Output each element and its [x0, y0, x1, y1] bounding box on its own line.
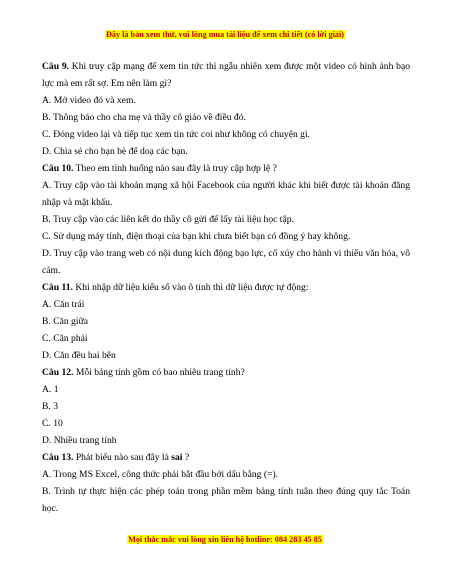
preview-notice-text: Đây là bản xem thử, vui lòng mua tài liệu để xem chi tiết (có lời giải): [105, 30, 344, 39]
question-9-option-a: A. Mở video đó và xem.: [42, 95, 136, 106]
question-9: [42, 58, 410, 92]
question-11-option-a: A. Căn trái: [42, 299, 85, 310]
question-13-emphasis: sai: [171, 452, 183, 463]
question-12-option-d: D. Nhiều trang tính: [42, 435, 117, 446]
question-12: [42, 364, 410, 381]
question-10-option-d: D. Truy cập vào trang web có nội dung kích động bạo lực, cổ xúy cho hành vi thiếu văn hóa, vô cảm.: [42, 248, 410, 276]
question-10-option-c: C. Sử dụng máy tính, điện thoại của bạn khi chưa biết bạn có đồng ý hay không.: [42, 231, 351, 242]
question-11-option-c: C. Căn phải: [42, 333, 88, 344]
question-12-label: Câu 12.: [42, 367, 74, 378]
question-list: [42, 58, 410, 517]
hotline-notice-banner: [0, 535, 450, 544]
preview-notice-banner: [0, 30, 450, 39]
question-12-option-c: C. 10: [42, 418, 63, 429]
question-13-text: Phát biểu nào sau đây là: [73, 452, 172, 463]
question-13-label: Câu 13.: [42, 452, 74, 463]
question-10: [42, 160, 410, 177]
question-9-text: Khi truy cập mạng để xem tin tức thì ngẫu nhiên xem được một video có hình ảnh bạo lực mà em rất sợ. Em nên làm gì?: [42, 61, 410, 89]
question-11-option-b: B. Căn giữa: [42, 316, 88, 327]
hotline-notice-text: Mọi thắc mắc vui lòng xin liên hệ hotline: 084 283 45 85: [128, 535, 322, 544]
question-12-text: Mỗi bảng tính gồm có bao nhiêu trang tính?: [73, 367, 245, 378]
question-11: [42, 279, 410, 296]
question-9-option-c: C. Đóng video lại và tiếp tục xem tin tức coi như không có chuyện gì.: [42, 129, 311, 140]
question-9-option-d: D. Chia sẻ cho bạn bè để doạ các bạn.: [42, 146, 188, 157]
question-12-option-a: A. 1: [42, 384, 59, 395]
question-11-option-d: D. Căn đều hai bên: [42, 350, 116, 361]
question-13: [42, 449, 410, 466]
question-13-text-end: ?: [182, 452, 190, 463]
question-10-option-a: A. Truy cập vào tài khoản mạng xã hội Facebook của người khác khi biết được tài khoản đăng nhập và mật khẩu.: [42, 180, 410, 208]
question-13-option-b: B. Trình tự thực hiện các phép toán trong phần mềm bảng tính tuân theo đúng quy tắc Toán học.: [42, 486, 410, 514]
question-10-label: Câu 10.: [42, 163, 74, 174]
question-11-text: Khi nhập dữ liệu kiểu số vào ô tính thì dữ liệu được tự động:: [72, 282, 309, 293]
question-12-option-b: B. 3: [42, 401, 58, 412]
question-10-text: Theo em tình huống nào sau đây là truy cập hợp lệ ?: [73, 163, 277, 174]
question-10-option-b: B. Truy cập vào các liên kết do thầy cô gửi để lấy tài liệu học tập.: [42, 214, 294, 225]
question-13-option-a: A. Trong MS Excel, công thức phải bắt đầu bởi dấu bằng (=).: [42, 469, 279, 480]
question-9-option-b: B. Thông báo cho cha mẹ và thầy cô giáo về điều đó.: [42, 112, 246, 123]
question-9-label: Câu 9.: [42, 61, 70, 72]
question-11-label: Câu 11.: [42, 282, 73, 293]
